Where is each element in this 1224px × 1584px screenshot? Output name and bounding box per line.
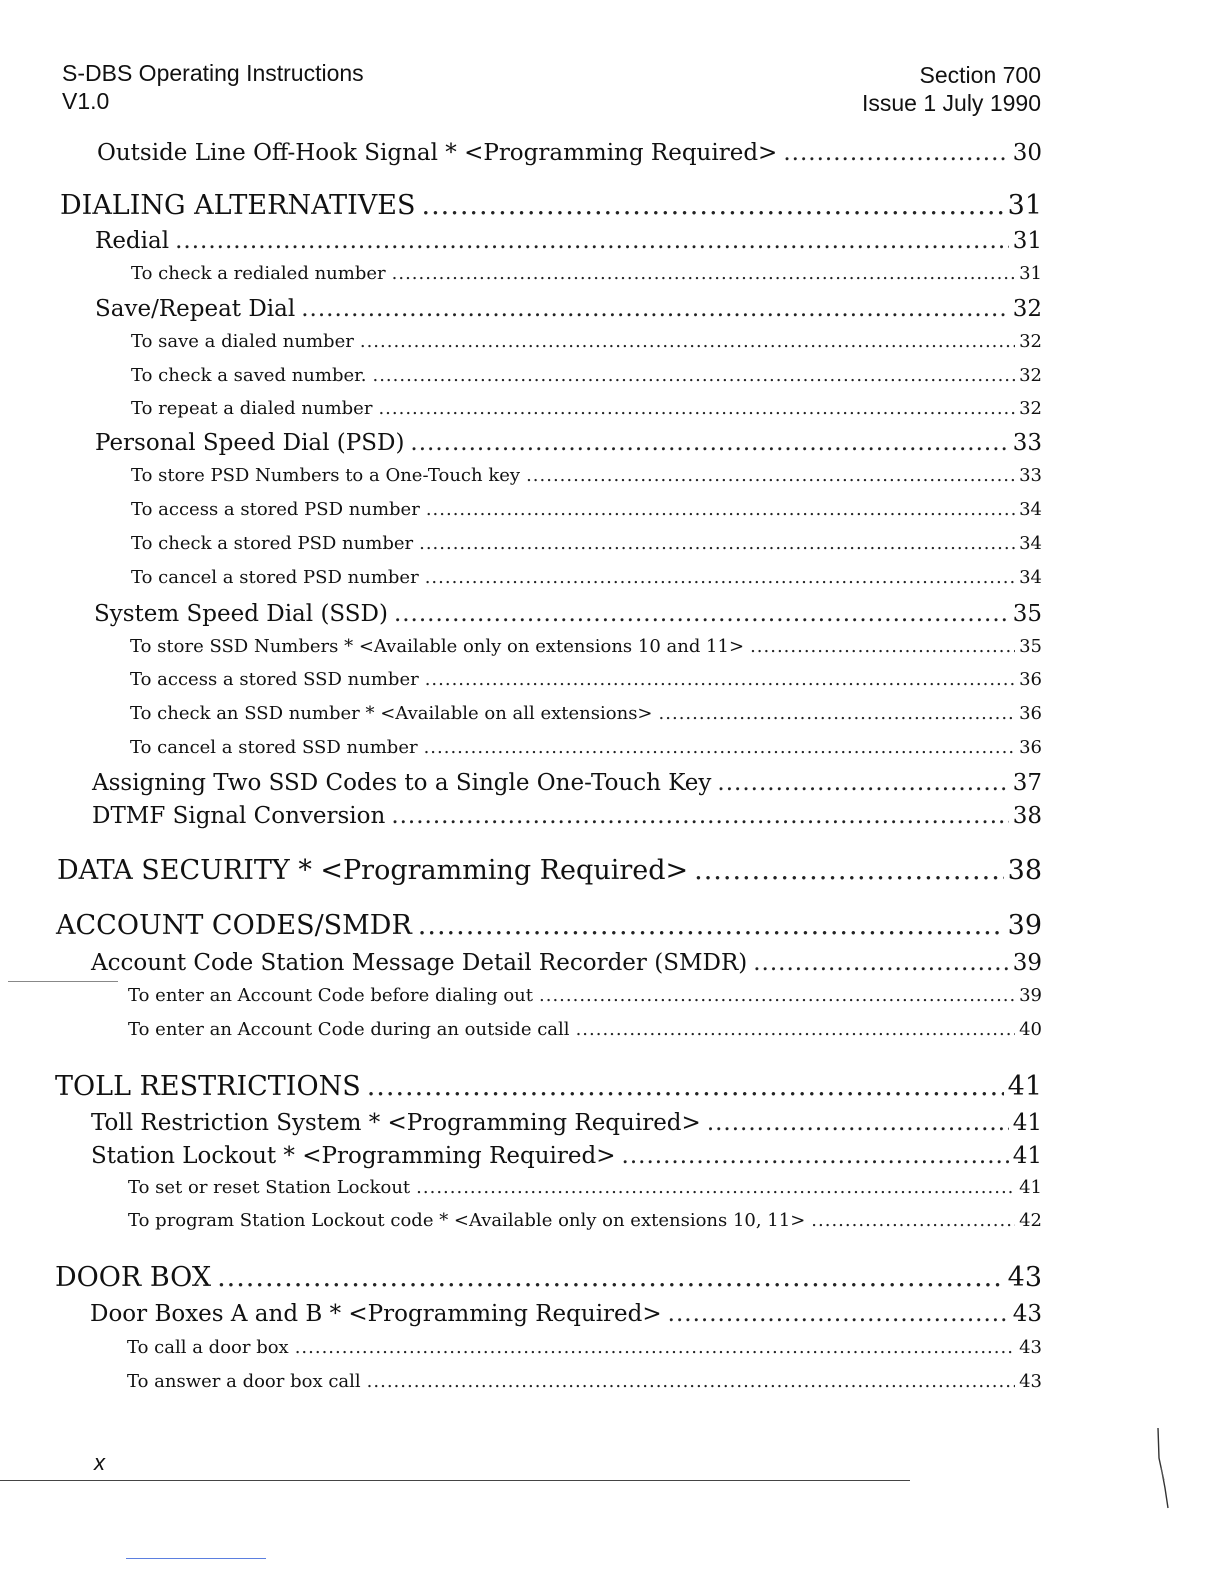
toc-entry[interactable] — [131, 331, 1042, 352]
toc-entry[interactable] — [90, 1301, 1042, 1327]
toc-entry-page: 33 — [1012, 430, 1042, 456]
toc-entry-page: 38 — [1012, 803, 1042, 829]
toc-entry[interactable] — [131, 398, 1042, 419]
toc-entry-page: 41 — [1019, 1177, 1042, 1198]
toc-entry-page: 39 — [1019, 985, 1042, 1006]
toc-entry[interactable] — [56, 910, 1042, 941]
toc-entry-page: 41 — [1012, 1143, 1042, 1169]
toc-entry-page: 32 — [1019, 365, 1042, 386]
toc-entry-title: DOOR BOX — [55, 1262, 212, 1293]
toc-entry-title: To check a redialed number — [131, 263, 386, 284]
toc-entry-title: Personal Speed Dial (PSD) — [95, 430, 405, 456]
toc-entry-page: 34 — [1019, 567, 1042, 588]
toc-entry-page: 35 — [1019, 636, 1042, 657]
toc-entry-page: 30 — [1012, 140, 1042, 166]
toc-entry-page: 32 — [1019, 331, 1042, 352]
toc-entry-page: 34 — [1019, 533, 1042, 554]
toc-entry-title: Station Lockout * <Programming Required> — [91, 1143, 616, 1169]
toc-entry-title: To cancel a stored PSD number — [131, 567, 419, 588]
toc-entry-title: To program Station Lockout code * <Available only on extensions 10, 11> — [128, 1210, 806, 1231]
toc-entry[interactable] — [91, 1143, 1042, 1169]
toc-entry-page: 33 — [1019, 465, 1042, 486]
toc-entry-page: 31 — [1019, 263, 1042, 284]
toc-entry-title: To save a dialed number — [131, 331, 354, 352]
toc-leader — [526, 465, 1015, 486]
toc-leader — [622, 1143, 1009, 1169]
toc-entry-title: Redial — [95, 228, 170, 254]
toc-leader — [360, 331, 1015, 352]
toc-entry-title: To store SSD Numbers * <Available only on extensions 10 and 11> — [130, 636, 745, 657]
toc-entry[interactable] — [130, 669, 1042, 690]
toc-entry-page: 34 — [1019, 499, 1042, 520]
toc-entry-page: 41 — [1012, 1110, 1042, 1136]
toc-entry[interactable] — [92, 770, 1042, 796]
toc-entry-page: 39 — [1007, 910, 1042, 941]
toc-entry-title: To enter an Account Code before dialing out — [128, 985, 533, 1006]
toc-entry[interactable] — [55, 1262, 1042, 1293]
toc-entry-page: 36 — [1019, 703, 1042, 724]
toc-entry-page: 31 — [1007, 190, 1042, 221]
toc-entry[interactable] — [128, 1019, 1042, 1040]
toc-leader — [425, 567, 1015, 588]
toc-leader — [668, 1301, 1009, 1327]
toc-leader — [175, 228, 1009, 254]
toc-entry-title: To access a stored PSD number — [131, 499, 420, 520]
toc-leader — [418, 910, 1004, 941]
toc-entry[interactable] — [127, 1371, 1042, 1392]
toc-leader — [378, 398, 1015, 419]
toc-entry-page: 41 — [1007, 1071, 1042, 1102]
toc-leader — [694, 855, 1004, 886]
toc-entry[interactable] — [130, 737, 1042, 758]
toc-entry-title: TOLL RESTRICTIONS — [55, 1071, 361, 1102]
toc-entry-page: 43 — [1019, 1337, 1042, 1358]
toc-entry[interactable] — [128, 1210, 1042, 1231]
toc-entry[interactable] — [55, 1071, 1042, 1102]
toc-leader — [421, 190, 1003, 221]
toc-entry[interactable] — [131, 465, 1042, 486]
toc-entry[interactable] — [60, 190, 1042, 221]
toc-entry-page: 35 — [1012, 601, 1042, 627]
scan-artifact-line — [8, 981, 118, 982]
toc-entry-title: DIALING ALTERNATIVES — [60, 190, 416, 221]
issue-date: Issue 1 July 1990 — [861, 90, 1041, 116]
toc-entry[interactable] — [95, 228, 1042, 254]
toc-entry[interactable] — [91, 1110, 1042, 1136]
toc-entry-page: 43 — [1019, 1371, 1042, 1392]
page-number: x — [94, 1450, 105, 1475]
toc-entry-title: DTMF Signal Conversion — [92, 803, 386, 829]
doc-title: S-DBS Operating Instructions — [62, 60, 364, 86]
toc-entry-title: To store PSD Numbers to a One-Touch key — [131, 465, 521, 486]
toc-entry-page: 36 — [1019, 737, 1042, 758]
footer-rule — [0, 1480, 910, 1481]
toc-entry[interactable] — [128, 1177, 1042, 1198]
toc-entry[interactable] — [131, 263, 1042, 284]
toc-entry-page: 43 — [1012, 1301, 1042, 1327]
doc-version: V1.0 — [62, 88, 110, 114]
toc-entry-title: Toll Restriction System * <Programming Required> — [91, 1110, 701, 1136]
toc-entry[interactable] — [131, 499, 1042, 520]
toc-entry-title: To cancel a stored SSD number — [130, 737, 418, 758]
toc-entry-page: 38 — [1007, 855, 1042, 886]
toc-entry[interactable] — [95, 430, 1042, 456]
toc-leader — [426, 499, 1015, 520]
toc-entry-page: 42 — [1019, 1210, 1042, 1231]
toc-leader — [750, 636, 1015, 657]
toc-leader — [539, 985, 1015, 1006]
toc-entry-title: To call a door box — [127, 1337, 289, 1358]
toc-leader — [217, 1262, 1004, 1293]
toc-entry[interactable] — [127, 1337, 1042, 1358]
toc-entry-title: To access a stored SSD number — [130, 669, 419, 690]
toc-entry-title: To check an SSD number * <Available on all extensions> — [130, 703, 653, 724]
toc-entry-page: 32 — [1012, 296, 1042, 322]
toc-entry-title: System Speed Dial (SSD) — [94, 601, 388, 627]
toc-leader — [410, 430, 1008, 456]
toc-entry-title: To set or reset Station Lockout — [128, 1177, 411, 1198]
toc-leader — [394, 601, 1009, 627]
toc-entry[interactable] — [95, 296, 1042, 322]
toc-leader — [295, 1337, 1015, 1358]
toc-entry[interactable] — [97, 140, 1042, 166]
toc-leader — [717, 770, 1008, 796]
toc-leader — [424, 737, 1016, 758]
footer-link-underline — [126, 1558, 266, 1559]
toc-entry[interactable] — [131, 533, 1042, 554]
toc-leader — [301, 296, 1009, 322]
toc-entry-page: 31 — [1012, 228, 1042, 254]
toc-entry[interactable] — [57, 855, 1042, 886]
toc-entry-title: Outside Line Off-Hook Signal * <Programming Required> — [97, 140, 778, 166]
toc-leader — [367, 1071, 1004, 1102]
toc-entry-page: 39 — [1012, 950, 1042, 976]
toc-entry-title: To repeat a dialed number — [131, 398, 373, 419]
toc-leader — [425, 669, 1015, 690]
toc-leader — [419, 533, 1015, 554]
toc-entry-page: 37 — [1012, 770, 1042, 796]
toc-leader — [707, 1110, 1009, 1136]
toc-entry-title: To check a saved number. — [131, 365, 367, 386]
toc-entry[interactable] — [131, 365, 1042, 386]
section-label: Section 700 — [919, 62, 1041, 88]
toc-entry-title: Save/Repeat Dial — [95, 296, 296, 322]
toc-entry-title: Assigning Two SSD Codes to a Single One-Touch Key — [92, 770, 712, 796]
toc-entry-page: 36 — [1019, 669, 1042, 690]
toc-entry[interactable] — [94, 601, 1042, 627]
toc-entry-title: To enter an Account Code during an outside call — [128, 1019, 570, 1040]
toc-entry-title: DATA SECURITY * <Programming Required> — [57, 855, 689, 886]
toc-leader — [367, 1371, 1015, 1392]
toc-entry[interactable] — [128, 985, 1042, 1006]
toc-leader — [811, 1210, 1015, 1231]
toc-entry[interactable] — [130, 636, 1042, 657]
toc-leader — [416, 1177, 1015, 1198]
toc-entry-page: 40 — [1019, 1019, 1042, 1040]
toc-entry-title: Door Boxes A and B * <Programming Required> — [90, 1301, 662, 1327]
toc-leader — [392, 263, 1015, 284]
toc-leader — [659, 703, 1016, 724]
toc-leader — [576, 1019, 1016, 1040]
toc-leader — [783, 140, 1008, 166]
toc-entry[interactable] — [91, 950, 1042, 976]
toc-entry-title: Account Code Station Message Detail Recorder (SMDR) — [91, 950, 748, 976]
toc-entry[interactable] — [131, 567, 1042, 588]
toc-entry-page: 43 — [1007, 1262, 1042, 1293]
toc-leader — [391, 803, 1008, 829]
toc-entry-page: 32 — [1019, 398, 1042, 419]
toc-entry[interactable] — [92, 803, 1042, 829]
scan-mark-icon — [1156, 1428, 1170, 1510]
toc-entry-title: ACCOUNT CODES/SMDR — [56, 910, 412, 941]
toc-leader — [372, 365, 1015, 386]
toc-entry-title: To answer a door box call — [127, 1371, 361, 1392]
toc-entry[interactable] — [130, 703, 1042, 724]
toc-entry-title: To check a stored PSD number — [131, 533, 414, 554]
toc-leader — [753, 950, 1008, 976]
